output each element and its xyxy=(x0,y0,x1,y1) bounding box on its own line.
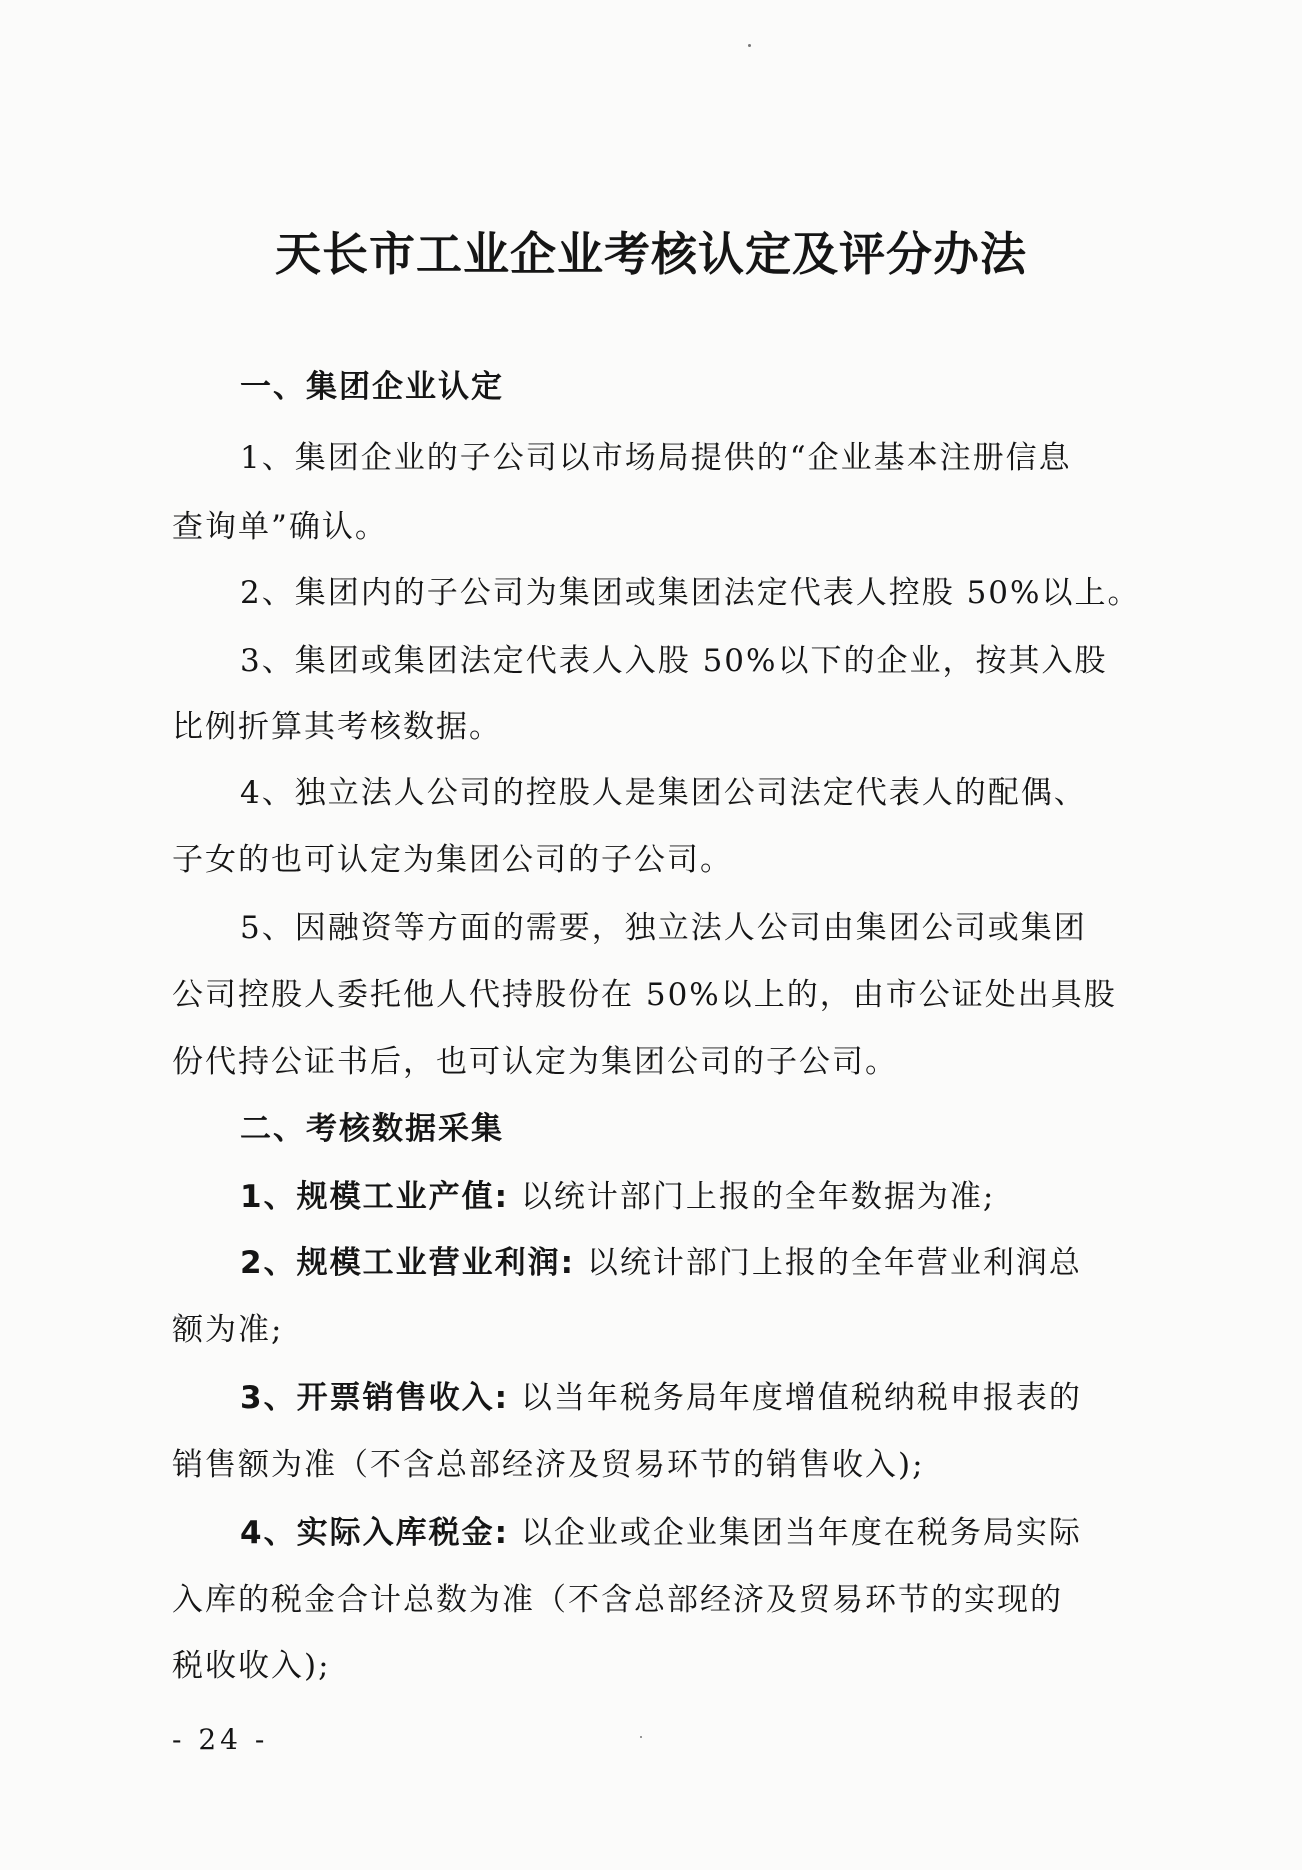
section2-item4-label: 4、实际入库税金: xyxy=(240,1515,509,1551)
section1-item4-line2: 子女的也可认定为集团公司的子公司。 xyxy=(172,842,733,878)
section1-item5-line1: 5、因融资等方面的需要，独立法人公司由集团公司或集团 xyxy=(240,910,1087,946)
section1-item3-line2: 比例折算其考核数据。 xyxy=(172,709,502,745)
section1-item1-line1: 1、集团企业的子公司以市场局提供的“企业基本注册信息 xyxy=(240,440,1072,476)
section2-item1 xyxy=(240,1177,995,1217)
section1-item4-line1: 4、独立法人公司的控股人是集团公司法定代表人的配偶、 xyxy=(240,775,1087,811)
document-title: 天长市工业企业考核认定及评分办法 xyxy=(275,227,1027,281)
section2-item4-line2: 入库的税金合计总数为准（不含总部经济及贸易环节的实现的 xyxy=(172,1582,1063,1618)
section2-item4 xyxy=(240,1513,1082,1553)
section2-item2-line2: 额为准; xyxy=(172,1312,284,1348)
page-number: - 24 - xyxy=(172,1723,269,1756)
section2-item1-label: 1、规模工业产值: xyxy=(240,1179,509,1215)
section1-item1-line2: 查询单”确认。 xyxy=(172,509,388,545)
scan-speck xyxy=(748,44,751,47)
scan-speck xyxy=(640,1736,642,1738)
section1-item5-line3: 份代持公证书后，也可认定为集团公司的子公司。 xyxy=(172,1044,898,1080)
section2-item3-label: 3、开票销售收入: xyxy=(240,1380,509,1416)
section2-item3-line2: 销售额为准（不含总部经济及贸易环节的销售收入); xyxy=(172,1447,925,1483)
section1-item2: 2、集团内的子公司为集团或集团法定代表人控股 50%以上。 xyxy=(240,575,1141,611)
section2-item2-label: 2、规模工业营业利润: xyxy=(240,1245,575,1281)
section2-item4-line3: 税收收入); xyxy=(172,1648,331,1684)
section2-heading: 二、考核数据采集 xyxy=(240,1111,504,1147)
section2-item2-text: 以统计部门上报的全年营业利润总 xyxy=(574,1245,1082,1281)
section1-heading: 一、集团企业认定 xyxy=(240,369,504,405)
section1-item3-line1: 3、集团或集团法定代表人入股 50%以下的企业，按其入股 xyxy=(240,643,1108,679)
section2-item4-text: 以企业或企业集团当年度在税务局实际 xyxy=(508,1515,1082,1551)
section2-item1-text: 以统计部门上报的全年数据为准; xyxy=(508,1179,996,1215)
section2-item2 xyxy=(240,1243,1082,1283)
section2-item3 xyxy=(240,1378,1082,1418)
section2-item3-text: 以当年税务局年度增值税纳税申报表的 xyxy=(508,1380,1082,1416)
section1-item5-line2: 公司控股人委托他人代持股份在 50%以上的，由市公证处出具股 xyxy=(172,977,1117,1013)
